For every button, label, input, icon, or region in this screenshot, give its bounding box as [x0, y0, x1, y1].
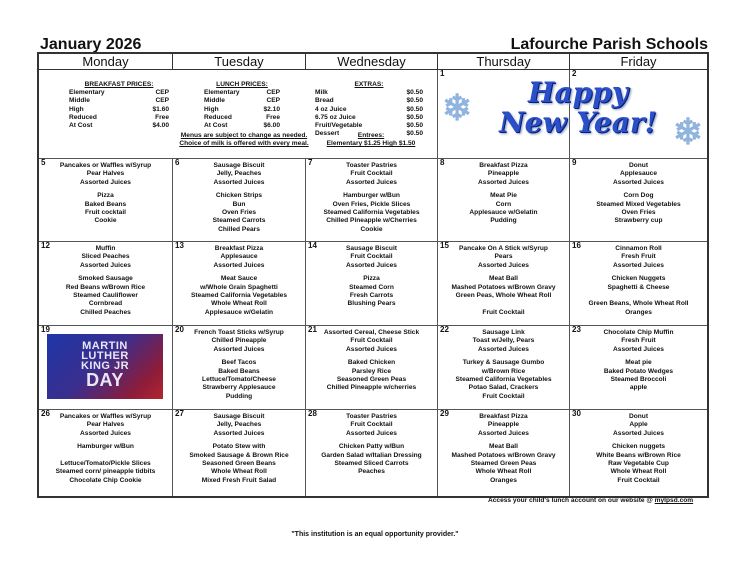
price-row	[315, 114, 423, 122]
breakfast-item: Pineapple	[487, 421, 520, 429]
breakfast-item: Sausage Biscuit	[213, 413, 265, 420]
lunch-item: Garden Salad w/Italian Dressing	[321, 451, 422, 459]
lunch-item: Oranges	[625, 308, 652, 316]
price-heading: LUNCH PRICES:	[216, 81, 268, 88]
breakfast-item: Pineapple	[487, 170, 520, 178]
price-row	[315, 106, 423, 114]
price-value: $0.50	[406, 122, 423, 130]
week-row	[39, 70, 707, 159]
lunch-item: Fruit cocktail	[84, 209, 127, 217]
breakfast-item: Fruit Cocktail	[350, 337, 393, 345]
lunch-item: Whole Wheat Roll	[211, 300, 267, 308]
day-number: 5	[41, 159, 46, 167]
day-number: 2	[572, 69, 577, 78]
price-row	[69, 97, 169, 105]
lunch-item: Smoked Sausage	[78, 275, 133, 283]
price-value: $0.50	[406, 130, 423, 138]
lunch-item: Whole Wheat Roll	[475, 468, 532, 476]
lunch-item: Applesauce w/Gelatin	[469, 209, 538, 217]
lunch-item: Chicken Strips	[215, 192, 263, 200]
breakfast-item: Jelly, Peaches	[216, 170, 262, 178]
breakfast-item: Assorted Juices	[346, 178, 397, 186]
day-cell-27	[173, 410, 306, 496]
breakfast-item: Chocolate Chip Muffin	[603, 329, 674, 336]
lunch-item: Fruit Cocktail	[482, 308, 525, 316]
price-label: 6.75 oz Juice	[315, 113, 356, 121]
milk-note: Choice of milk is offered with every meal.	[179, 140, 309, 147]
day-number: 26	[41, 410, 50, 418]
price-row	[204, 122, 280, 130]
day-number: 14	[308, 242, 317, 250]
lunch-item: Meat Ball	[489, 275, 518, 283]
price-row	[204, 114, 280, 122]
weekday-thursday: Thursday	[438, 54, 570, 69]
price-info	[39, 70, 438, 158]
breakfast-item: Toaster Pastries	[346, 413, 397, 420]
lunch-item: Cornbread	[88, 300, 123, 308]
day-number: 23	[572, 326, 581, 334]
price-label: Bread	[315, 97, 334, 105]
breakfast-item: Assorted Juices	[346, 429, 397, 437]
lunch-item: Potato Stew with	[212, 443, 266, 451]
account-note	[488, 497, 693, 504]
price-value: $2.10	[263, 105, 280, 113]
blank-line	[570, 292, 707, 300]
day-number: 6	[175, 159, 180, 167]
week-row	[39, 410, 707, 496]
lunch-item: Lettuce/Tomato/Pickle Slices	[60, 460, 151, 468]
breakfast-item: Pears	[494, 253, 513, 261]
lunch-item: Peaches	[358, 468, 385, 476]
lunch-item: Oven Fries	[221, 209, 257, 217]
breakfast-item: Chilled Pineapple	[211, 337, 267, 345]
price-value: Free	[266, 113, 280, 121]
price-value: CEP	[266, 97, 280, 105]
lunch-item: Chicken nuggets	[611, 443, 666, 451]
day-cell-21	[306, 326, 438, 409]
day-number: 28	[308, 410, 317, 418]
lunch-item: Applesauce w/Gelatin	[204, 308, 274, 316]
lunch-item: apple	[629, 384, 648, 392]
day-number: 22	[440, 326, 449, 334]
lunch-prices	[204, 81, 280, 130]
price-value: CEP	[155, 97, 169, 105]
price-row	[315, 89, 423, 97]
lunch-item: Pudding	[225, 392, 253, 400]
day-cell-12	[39, 242, 173, 325]
lunch-item: Baked Beans	[218, 367, 260, 375]
lunch-item: Oven Fries, Pickle Slices	[332, 200, 411, 208]
breakfast-item: Assorted Juices	[478, 345, 529, 353]
lunch-item: Whole Wheat Roll	[610, 468, 667, 476]
lunch-item: Smoked Sausage & Brown Rice	[189, 451, 289, 459]
breakfast-item: Assorted Juices	[80, 178, 131, 186]
day-number: 30	[572, 410, 581, 418]
lunch-item: Oranges	[490, 476, 517, 484]
lunch-item: Parsley Rice	[351, 367, 392, 375]
lunch-item: Pizza	[97, 192, 114, 200]
lunch-item: Raw Vegetable Cup	[608, 460, 669, 468]
price-row	[204, 97, 280, 105]
day-cell-26	[39, 410, 173, 496]
price-value: $0.50	[406, 97, 423, 105]
breakfast-prices	[69, 81, 169, 130]
blank-line	[438, 300, 569, 308]
breakfast-item: Assorted Cereal, Cheese Stick	[323, 329, 420, 336]
calendar	[37, 52, 709, 498]
lunch-item: Chilled Peaches	[80, 308, 131, 316]
breakfast-item: Applesauce	[619, 170, 657, 178]
weekday-header	[39, 54, 707, 70]
price-value: $1.60	[152, 105, 169, 113]
week-row	[39, 242, 707, 326]
day-cell-15	[438, 242, 570, 325]
price-value: $0.50	[406, 113, 423, 121]
breakfast-item: Fruit Cocktail	[350, 253, 393, 261]
breakfast-item: Fruit Cocktail	[350, 421, 393, 429]
lunch-item: Meat Ball	[489, 443, 518, 451]
price-row	[315, 97, 423, 105]
breakfast-item: Assorted Juices	[80, 429, 131, 437]
lunch-item: Seasoned Green Beans	[202, 460, 276, 468]
extras-prices	[315, 81, 423, 139]
day-cell-23	[570, 326, 707, 409]
day-cell-19	[39, 326, 173, 409]
weekday-monday: Monday	[39, 54, 173, 69]
lunch-item: Chocolate Chip Cookie	[69, 476, 142, 484]
price-value: $6.00	[263, 122, 280, 130]
day-number: 15	[440, 242, 449, 250]
lunch-item: Corn Dog	[623, 192, 654, 200]
lunch-item: Cookie	[360, 225, 383, 233]
entrees-title: Entrees:	[357, 132, 385, 139]
lunch-item: Pizza	[363, 275, 380, 283]
price-row	[315, 122, 423, 130]
day-number: 27	[175, 410, 184, 418]
lunch-item: Steamed Corn	[349, 283, 394, 291]
lunch-item: Steamed Broccoli	[610, 376, 667, 384]
day-cell-8	[438, 159, 570, 241]
breakfast-item: French Toast Sticks w/Syrup	[194, 329, 284, 336]
lunch-item: Meat pie	[625, 359, 652, 367]
happy-new-year-image: Happy New Year!	[499, 76, 657, 139]
breakfast-item: Pear Halves	[86, 421, 125, 429]
breakfast-item: Assorted Juices	[346, 261, 397, 269]
lunch-item: Green Beans, Whole Wheat Roll	[588, 300, 689, 308]
lunch-item: Chicken Patty w/Bun	[338, 443, 405, 451]
breakfast-item: Fresh Fruit	[621, 337, 656, 345]
lunch-item: Blushing Pears	[347, 300, 396, 308]
lunch-item: Steamed corn/ pineapple tidbits	[55, 468, 156, 476]
lunch-item: Steamed California Vegetables	[323, 209, 420, 217]
price-label: 4 oz Juice	[315, 105, 347, 113]
breakfast-item: Assorted Juices	[478, 261, 529, 269]
day-cell-7	[306, 159, 438, 241]
breakfast-item: Breakfast Pizza	[214, 245, 264, 252]
price-label: Reduced	[69, 113, 97, 121]
breakfast-item: Pancake On A Stick w/Syrup	[459, 245, 548, 252]
lunch-item: Chicken Nuggets	[611, 275, 666, 283]
lunch-item: Meat Sauce	[220, 275, 258, 283]
snowflake-icon: ❄	[672, 111, 703, 152]
price-value: CEP	[266, 89, 280, 96]
weekday-wednesday: Wednesday	[306, 54, 438, 69]
breakfast-item: Assorted Juices	[613, 345, 664, 353]
lunch-item: Strawberry cup	[614, 217, 663, 225]
day-cell-16	[570, 242, 707, 325]
weekday-tuesday: Tuesday	[173, 54, 306, 69]
breakfast-item: Pancakes or Waffles w/Syrup	[59, 413, 152, 420]
lunch-item: Steamed Sliced Carrots	[334, 460, 409, 468]
price-value: CEP	[155, 89, 169, 96]
lunch-item: Pudding	[490, 217, 517, 225]
price-label: Milk	[315, 89, 328, 96]
week-row	[39, 326, 707, 410]
lunch-item: White Beans w/Brown Rice	[596, 451, 681, 459]
day-number: 21	[308, 326, 317, 334]
breakfast-item: Sausage Biscuit	[346, 245, 397, 252]
breakfast-item: Toast w/Jelly, Pears	[472, 337, 535, 345]
price-value: $0.50	[406, 89, 423, 96]
price-value: $0.50	[406, 105, 423, 113]
price-row	[69, 122, 169, 130]
week-row	[39, 159, 707, 242]
lunch-item: Mashed Potatoes w/Brown Gravy	[451, 283, 556, 291]
breakfast-item: Donut	[628, 162, 649, 169]
price-label: Middle	[69, 97, 90, 105]
day-cell-9	[570, 159, 707, 241]
account-text: Access your child's lunch account on our website @	[488, 497, 655, 504]
day-cell-30	[570, 410, 707, 496]
weekday-friday: Friday	[570, 54, 707, 69]
day-cell-13	[173, 242, 306, 325]
district-title: Lafourche Parish Schools	[510, 36, 708, 53]
price-label: Elementary	[204, 89, 240, 96]
breakfast-item: Sausage Link	[482, 329, 525, 336]
lunch-item: Steamed California Vegetables	[455, 376, 552, 384]
breakfast-item: Pear Halves	[86, 170, 125, 178]
entrees-prices: Elementary $1.25 High $1.50	[326, 140, 416, 147]
price-value: $4.00	[152, 122, 169, 130]
breakfast-item: Assorted Juices	[213, 178, 265, 186]
lunch-item: Lettuce/Tomato/Cheese	[202, 376, 276, 384]
lunch-item: Potao Salad, Crackers	[468, 384, 539, 392]
snowflake-icon: ❄	[442, 87, 473, 128]
price-label: Elementary	[69, 89, 105, 96]
day-number: 13	[175, 242, 184, 250]
lunch-item: Meat Pie	[490, 192, 517, 200]
day-cell-5	[39, 159, 173, 241]
lunch-item: w/Brown Rice	[481, 367, 526, 375]
breakfast-item: Assorted Juices	[213, 429, 265, 437]
day-cell-1	[438, 69, 657, 158]
lunch-item: Fruit Cocktail	[617, 476, 660, 484]
lunch-item: Steamed Carrots	[212, 217, 266, 225]
lunch-item: Chilled Pears	[218, 225, 260, 233]
breakfast-item: Assorted Juices	[613, 178, 664, 186]
day-cell-6	[173, 159, 306, 241]
breakfast-item: Sliced Peaches	[81, 253, 130, 261]
lunch-item: Chilled Pineapple w/cherries	[326, 384, 417, 392]
breakfast-item: Muffin	[95, 245, 116, 252]
day-number: 9	[572, 159, 577, 167]
lunch-item: Spaghetti & Cheese	[607, 283, 670, 291]
breakfast-item: Pancakes or Waffles w/Syrup	[59, 162, 152, 169]
day-number: 20	[175, 326, 184, 334]
lunch-item: Baked Potato Wedges	[603, 367, 674, 375]
lunch-item: Cookie	[94, 217, 117, 225]
breakfast-item: Fruit Cocktail	[350, 170, 393, 178]
day-number: 29	[440, 410, 449, 418]
menu-change-note: Menus are subject to change as needed.	[180, 132, 308, 139]
price-heading: BREAKFAST PRICES:	[84, 81, 154, 88]
price-row	[204, 106, 280, 114]
lunch-item: Bun	[232, 200, 246, 208]
lunch-item: Oven Fries	[621, 209, 656, 217]
lunch-item: Turkey & Sausage Gumbo	[462, 359, 545, 367]
breakfast-item: Assorted Juices	[478, 178, 529, 186]
price-label: Middle	[204, 97, 225, 105]
lunch-item: Baked Beans	[84, 200, 127, 208]
price-label: At Cost	[204, 122, 228, 130]
lunch-item: Whole Wheat Roll	[211, 468, 267, 476]
breakfast-item: Cinnamon Roll	[615, 245, 662, 252]
lunch-item: Strawberry Applesauce	[202, 384, 276, 392]
day-number: 8	[440, 159, 445, 167]
price-row	[69, 114, 169, 122]
breakfast-item: Assorted Juices	[346, 345, 397, 353]
lunch-item: Fresh Carrots	[349, 292, 394, 300]
lunch-item: Steamed Green Peas	[470, 460, 537, 468]
lunch-item: Seasoned Green Peas	[336, 376, 407, 384]
price-label: High	[204, 105, 219, 113]
lunch-item: Corn	[495, 200, 512, 208]
lunch-item: w/Whole Grain Spaghetti	[200, 283, 278, 291]
disclaimer: "This institution is an equal opportunity provider."	[291, 531, 459, 538]
breakfast-item: Jelly, Peaches	[216, 421, 262, 429]
lunch-item: Steamed Cauliflower	[73, 292, 138, 300]
lunch-item: Beef Tacos	[221, 359, 257, 367]
breakfast-item: Apple	[629, 421, 648, 429]
day-number: 12	[41, 242, 50, 250]
lunch-item: Steamed Mixed Vegetables	[596, 200, 681, 208]
breakfast-item: Donut	[628, 413, 649, 420]
price-label: Reduced	[204, 113, 232, 121]
breakfast-item: Assorted Juices	[80, 261, 131, 269]
breakfast-item: Assorted Juices	[213, 261, 265, 269]
price-row	[69, 106, 169, 114]
lunch-item: Chilled Pineapple w/Cherries	[326, 217, 417, 225]
price-label: High	[69, 105, 84, 113]
website-link[interactable]: mylpsd.com	[654, 497, 694, 504]
day-number: 7	[308, 159, 313, 167]
breakfast-item: Assorted Juices	[213, 345, 265, 353]
day-number: 16	[572, 242, 581, 250]
breakfast-item: Fresh Fruit	[621, 253, 656, 261]
breakfast-item: Breakfast Pizza	[479, 162, 528, 169]
lunch-item: Fruit Cocktail	[482, 392, 525, 400]
day-cell-22	[438, 326, 570, 409]
lunch-item: Hamburger w/Bun	[77, 443, 134, 451]
price-label: Fruit/Vegetable	[315, 122, 363, 130]
lunch-item: Hamburger w/Bun	[343, 192, 400, 200]
price-value: Free	[155, 113, 169, 121]
day-number: 19	[41, 326, 50, 334]
day-cell-20	[173, 326, 306, 409]
price-label: At Cost	[69, 122, 93, 130]
breakfast-item: Assorted Juices	[613, 429, 664, 437]
breakfast-item: Sausage Biscuit	[213, 162, 265, 169]
breakfast-item: Assorted Juices	[478, 429, 529, 437]
mlk-day-image: MARTIN LUTHER KING JR DAY	[47, 334, 163, 399]
month-title: January 2026	[40, 36, 142, 53]
lunch-item: Red Beans w/Brown Rice	[65, 283, 146, 291]
price-row	[204, 89, 280, 97]
lunch-item: Green Peas, Whole Wheat Roll	[455, 292, 552, 300]
day-number: 1	[440, 69, 445, 78]
breakfast-item: Breakfast Pizza	[479, 413, 528, 420]
price-label: Dessert	[315, 130, 340, 138]
lunch-item: Steamed California Vegetables	[190, 292, 287, 300]
breakfast-item: Assorted Juices	[613, 261, 664, 269]
day-cell-28	[306, 410, 438, 496]
lunch-item: Baked Chicken	[347, 359, 396, 367]
blank-line	[39, 452, 172, 460]
day-cell-14	[306, 242, 438, 325]
breakfast-item: Applesauce	[220, 253, 258, 261]
price-row	[69, 89, 169, 97]
day-cell-29	[438, 410, 570, 496]
price-heading: EXTRAS:	[354, 81, 384, 88]
lunch-item: Mashed Potatoes w/Brown Gravy	[451, 451, 556, 459]
lunch-item: Mixed Fresh Fruit Salad	[201, 476, 277, 484]
breakfast-item: Toaster Pastries	[346, 162, 397, 169]
